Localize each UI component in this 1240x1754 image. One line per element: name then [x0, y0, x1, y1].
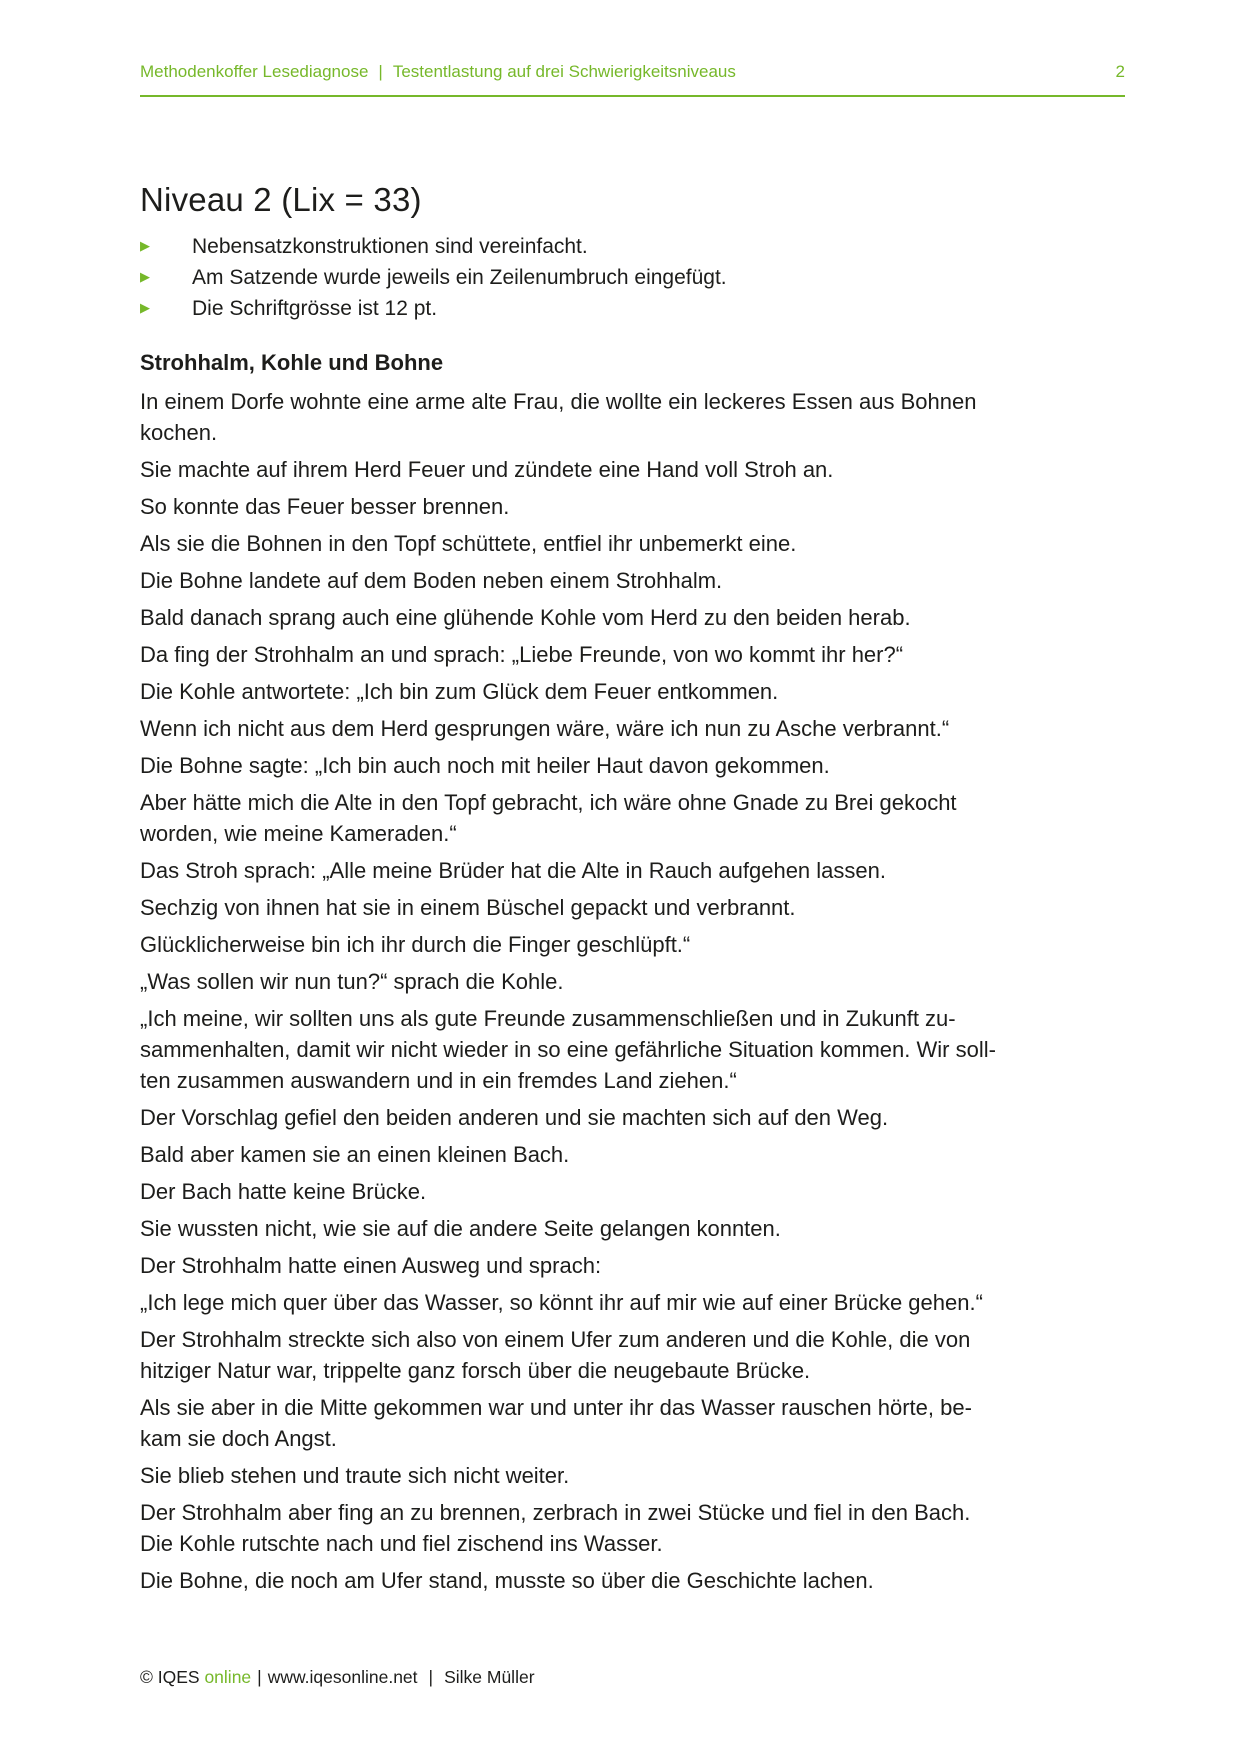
story-line: worden, wie meine Kameraden.“ — [140, 821, 457, 846]
story-paragraph — [140, 966, 1125, 997]
story-paragraph — [140, 892, 1125, 923]
footer-brand-online: online — [204, 1667, 252, 1687]
story-line: Als sie aber in die Mitte gekommen war und unter ihr das Wasser rauschen hörte, be- — [140, 1395, 972, 1420]
story-line: Als sie die Bohnen in den Topf schüttete, entfiel ihr unbemerkt eine. — [140, 531, 797, 556]
story-line: Bald aber kamen sie an einen kleinen Bach. — [140, 1142, 570, 1167]
story-paragraph — [140, 1003, 1125, 1096]
story-line: Die Bohne sagte: „Ich bin auch noch mit heiler Haut davon gekommen. — [140, 753, 830, 778]
story-line: Der Strohhalm streckte sich also von einem Ufer zum anderen und die Kohle, die von — [140, 1327, 971, 1352]
footer-separator-2: | — [428, 1667, 434, 1687]
header-separator: | — [378, 62, 383, 81]
header-title-left: Methodenkoffer Lesediagnose — [140, 62, 369, 81]
footer-copyright: © IQES — [140, 1667, 200, 1687]
bullet-item — [140, 231, 1125, 262]
story-paragraph — [140, 1213, 1125, 1244]
header-divider — [140, 95, 1125, 97]
footer-separator-1: | — [257, 1667, 262, 1687]
story-paragraph — [140, 528, 1125, 559]
bullet-list — [140, 231, 1125, 324]
story-line: kochen. — [140, 420, 218, 445]
story-paragraph — [140, 1497, 1125, 1559]
bullet-arrow-icon: ▶ — [140, 239, 150, 254]
story-paragraph — [140, 454, 1125, 485]
story-paragraph — [140, 713, 1125, 744]
story-line: Die Bohne landete auf dem Boden neben einem Strohhalm. — [140, 568, 723, 593]
story-paragraph — [140, 1565, 1125, 1596]
bullet-text: Nebensatzkonstruktionen sind vereinfacht. — [192, 235, 588, 258]
story-line: Sie machte auf ihrem Herd Feuer und zündete eine Hand voll Stroh an. — [140, 457, 834, 482]
story-paragraph — [140, 676, 1125, 707]
bullet-arrow-icon: ▶ — [140, 270, 150, 285]
footer-author: Silke Müller — [444, 1667, 535, 1687]
bullet-text: Am Satzende wurde jeweils ein Zeilenumbruch eingefügt. — [192, 266, 727, 289]
story-line: Sechzig von ihnen hat sie in einem Büschel gepackt und verbrannt. — [140, 895, 796, 920]
story-line: Aber hätte mich die Alte in den Topf gebracht, ich wäre ohne Gnade zu Brei gekocht — [140, 790, 957, 815]
story-line: So konnte das Feuer besser brennen. — [140, 494, 510, 519]
bullet-arrow-icon: ▶ — [140, 301, 150, 316]
story-paragraph — [140, 1392, 1125, 1454]
story-line: Die Bohne, die noch am Ufer stand, musste so über die Geschichte lachen. — [140, 1568, 874, 1593]
story-line: Das Stroh sprach: „Alle meine Brüder hat die Alte in Rauch aufgehen lassen. — [140, 858, 886, 883]
story-line: „Ich lege mich quer über das Wasser, so könnt ihr auf mir wie auf einer Brücke gehen.“ — [140, 1290, 983, 1315]
story-paragraph — [140, 929, 1125, 960]
story-paragraph — [140, 1139, 1125, 1170]
story-paragraph — [140, 386, 1125, 448]
story-paragraph — [140, 750, 1125, 781]
story-line: „Was sollen wir nun tun?“ sprach die Kohle. — [140, 969, 564, 994]
story-line: Der Vorschlag gefiel den beiden anderen und sie machten sich auf den Weg. — [140, 1105, 889, 1130]
story-line: kam sie doch Angst. — [140, 1426, 337, 1451]
story-line: Sie blieb stehen und traute sich nicht weiter. — [140, 1463, 570, 1488]
story-paragraph — [140, 639, 1125, 670]
story-paragraph — [140, 787, 1125, 849]
page-header — [140, 0, 1125, 82]
story-line: Bald danach sprang auch eine glühende Kohle vom Herd zu den beiden herab. — [140, 605, 911, 630]
story-paragraph — [140, 1102, 1125, 1133]
story-title: Strohhalm, Kohle und Bohne — [140, 350, 444, 375]
story-paragraph — [140, 565, 1125, 596]
story-line: In einem Dorfe wohnte eine arme alte Frau, die wollte ein leckeres Essen aus Bohnen — [140, 389, 977, 414]
header-title-right: Testentlastung auf drei Schwierigkeitsniveaus — [392, 62, 736, 81]
story-line: Da fing der Strohhalm an und sprach: „Liebe Freunde, von wo kommt ihr her?“ — [140, 642, 904, 667]
bullet-text: Die Schriftgrösse ist 12 pt. — [192, 297, 438, 320]
story-line: „Ich meine, wir sollten uns als gute Freunde zusammenschließen und in Zukunft zu- — [140, 1006, 956, 1031]
story-paragraph — [140, 1287, 1125, 1318]
story-paragraph — [140, 491, 1125, 522]
story-line: Die Kohle rutschte nach und fiel zischend ins Wasser. — [140, 1531, 663, 1556]
page-title: Niveau 2 (Lix = 33) — [140, 181, 422, 218]
story-line: sammenhalten, damit wir nicht wieder in so eine gefährliche Situation kommen. Wir soll- — [140, 1037, 996, 1062]
story-paragraph — [140, 855, 1125, 886]
story-line: Die Kohle antwortete: „Ich bin zum Glück dem Feuer entkommen. — [140, 679, 779, 704]
header-running-title — [140, 62, 736, 82]
story-line: Glücklicherweise bin ich ihr durch die Finger geschlüpft.“ — [140, 932, 691, 957]
story-line: Der Strohhalm aber fing an zu brennen, zerbrach in zwei Stücke und fiel in den Bach. — [140, 1500, 971, 1525]
story-body — [140, 386, 1125, 1596]
page-footer — [140, 1666, 535, 1688]
bullet-item — [140, 262, 1125, 293]
story-paragraph — [140, 1250, 1125, 1281]
story-paragraph — [140, 602, 1125, 633]
footer-url: www.iqesonline.net — [267, 1667, 418, 1687]
story-line: ten zusammen auswandern und in ein fremdes Land ziehen.“ — [140, 1068, 737, 1093]
bullet-item — [140, 293, 1125, 324]
story-line: Der Strohhalm hatte einen Ausweg und sprach: — [140, 1253, 602, 1278]
story-line: Der Bach hatte keine Brücke. — [140, 1179, 427, 1204]
story-line: Wenn ich nicht aus dem Herd gesprungen wäre, wäre ich nun zu Asche verbrannt.“ — [140, 716, 950, 741]
page-number: 2 — [1115, 62, 1125, 81]
story-paragraph — [140, 1176, 1125, 1207]
story-line: hitziger Natur war, trippelte ganz forsch über die neugebaute Brücke. — [140, 1358, 811, 1383]
story-paragraph — [140, 1324, 1125, 1386]
story-paragraph — [140, 1460, 1125, 1491]
story-line: Sie wussten nicht, wie sie auf die andere Seite gelangen konnten. — [140, 1216, 781, 1241]
